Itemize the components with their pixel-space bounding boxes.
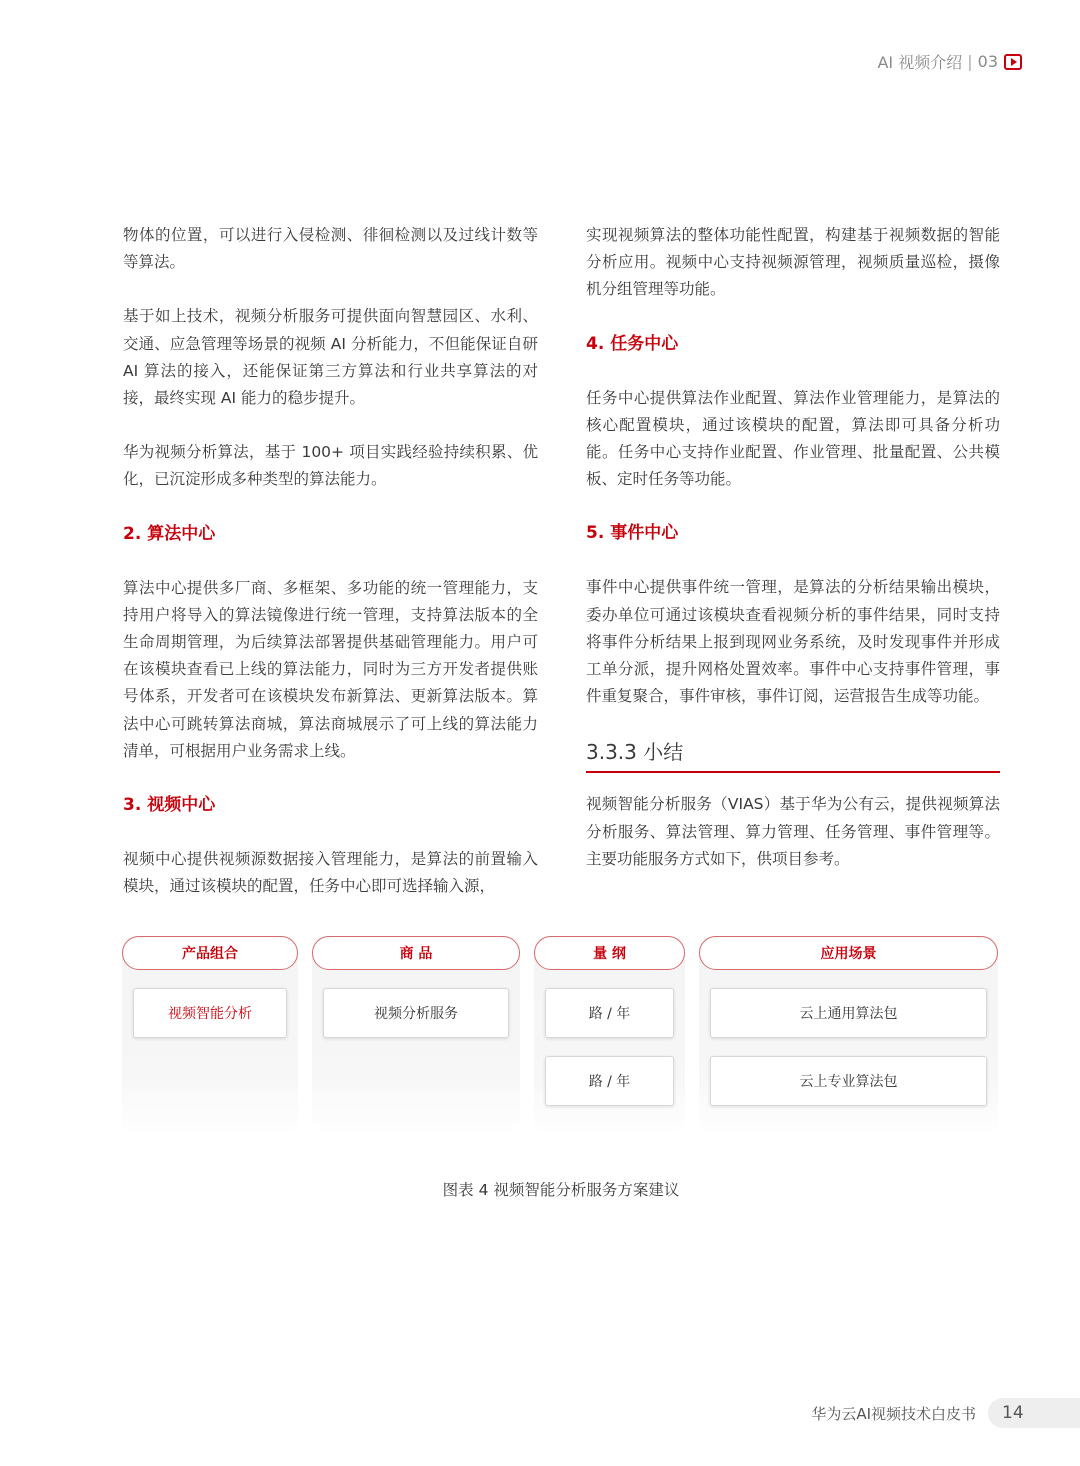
paragraph: 实现视频算法的整体功能性配置，构建基于视频数据的智能分析应用。视频中心支持视频源管理，视频质量巡检，摄像机分组管理等功能。 — [586, 226, 1000, 299]
scene-item: 云上专业算法包 — [710, 1056, 987, 1106]
summary-heading: 3.3.3 小结 — [586, 737, 1000, 773]
paragraph: 事件中心提供事件统一管理，是算法的分析结果输出模块，委办单位可通过该模块查看视频分析的事件结果，同时支持将事件分析结果上报到现网业务系统，及时发现事件并形成工单分派，提升网格处置效率。事件中心支持事件管理，事件重复聚合，事件审核，事件订阅，运营报告生成等功能。 — [586, 578, 1000, 706]
paragraph: 视频智能分析服务（VIAS）基于华为公有云，提供视频算法分析服务、算法管理、算力管理、任务管理、事件管理等。主要功能服务方式如下，供项目参考。 — [586, 795, 1000, 868]
unit-item: 路 / 年 — [545, 1056, 674, 1106]
section-heading-event-center: 5. 事件中心 — [586, 523, 679, 544]
left-column — [123, 222, 538, 927]
product-item: 视频智能分析 — [133, 988, 287, 1038]
goods-item: 视频分析服务 — [323, 988, 509, 1038]
paragraph: 视频中心提供视频源数据接入管理能力，是算法的前置输入模块，通过该模块的配置，任务中心即可选择输入源， — [123, 850, 538, 896]
footer-title: 华为云AI视频技术白皮书 — [811, 1404, 976, 1423]
section-heading-video-center: 3. 视频中心 — [123, 795, 216, 816]
unit-group-header: 量 纲 — [534, 936, 685, 970]
unit-group — [534, 936, 685, 1136]
paragraph: 基于如上技术，视频分析服务可提供面向智慧园区、水利、交通、应急管理等场景的视频 AI 分析能力，不但能保证自研 AI 算法的接入，还能保证第三方算法和行业共享算法的对接，最终实现 AI 能力的稳步提升。 — [123, 307, 538, 408]
unit-item: 路 / 年 — [545, 988, 674, 1038]
scene-group — [699, 936, 998, 1136]
page-header — [877, 50, 1022, 73]
section-heading-algorithm-center: 2. 算法中心 — [123, 523, 216, 544]
goods-group-header: 商 品 — [312, 936, 520, 970]
header-title: AI 视频介绍 — [877, 53, 963, 72]
page-number: 14 — [988, 1398, 1080, 1428]
figure-caption: 图表 4 视频智能分析服务方案建议 — [442, 1181, 680, 1199]
product-group — [122, 936, 298, 1136]
right-column — [586, 222, 1000, 900]
paragraph: 华为视频分析算法，基于 100+ 项目实践经验持续积累、优化，已沉淀形成多种类型的算法能力。 — [123, 443, 538, 489]
scene-group-header: 应用场景 — [699, 936, 998, 970]
header-separator: | — [967, 52, 973, 71]
product-group-header: 产品组合 — [122, 936, 298, 970]
paragraph: 物体的位置，可以进行入侵检测、徘徊检测以及过线计数等等算法。 — [123, 226, 538, 272]
header-section-number: 03 — [977, 52, 998, 71]
paragraph: 算法中心提供多厂商、多框架、多功能的统一管理能力，支持用户将导入的算法镜像进行统一管理，支持算法版本的全生命周期管理，为后续算法部署提供基础管理能力。用户可在该模块查看已上线的算法能力，同时为三方开发者提供账号体系，开发者可在该模块发布新算法、更新算法版本。算法中心可跳转算法商城，算法商城展示了可上线的算法能力清单，可根据用户业务需求上线。 — [123, 578, 538, 760]
paragraph: 任务中心提供算法作业配置、算法作业管理能力，是算法的核心配置模块，通过该模块的配置，算法即可具备分析功能。任务中心支持作业配置、作业管理、批量配置、公共模板、定时任务等功能。 — [586, 388, 1000, 489]
play-icon — [1004, 54, 1022, 70]
scene-item: 云上通用算法包 — [710, 988, 987, 1038]
page-footer — [811, 1398, 1080, 1428]
solution-diagram — [122, 936, 1000, 1136]
section-heading-task-center: 4. 任务中心 — [586, 333, 679, 354]
goods-group — [312, 936, 520, 1136]
